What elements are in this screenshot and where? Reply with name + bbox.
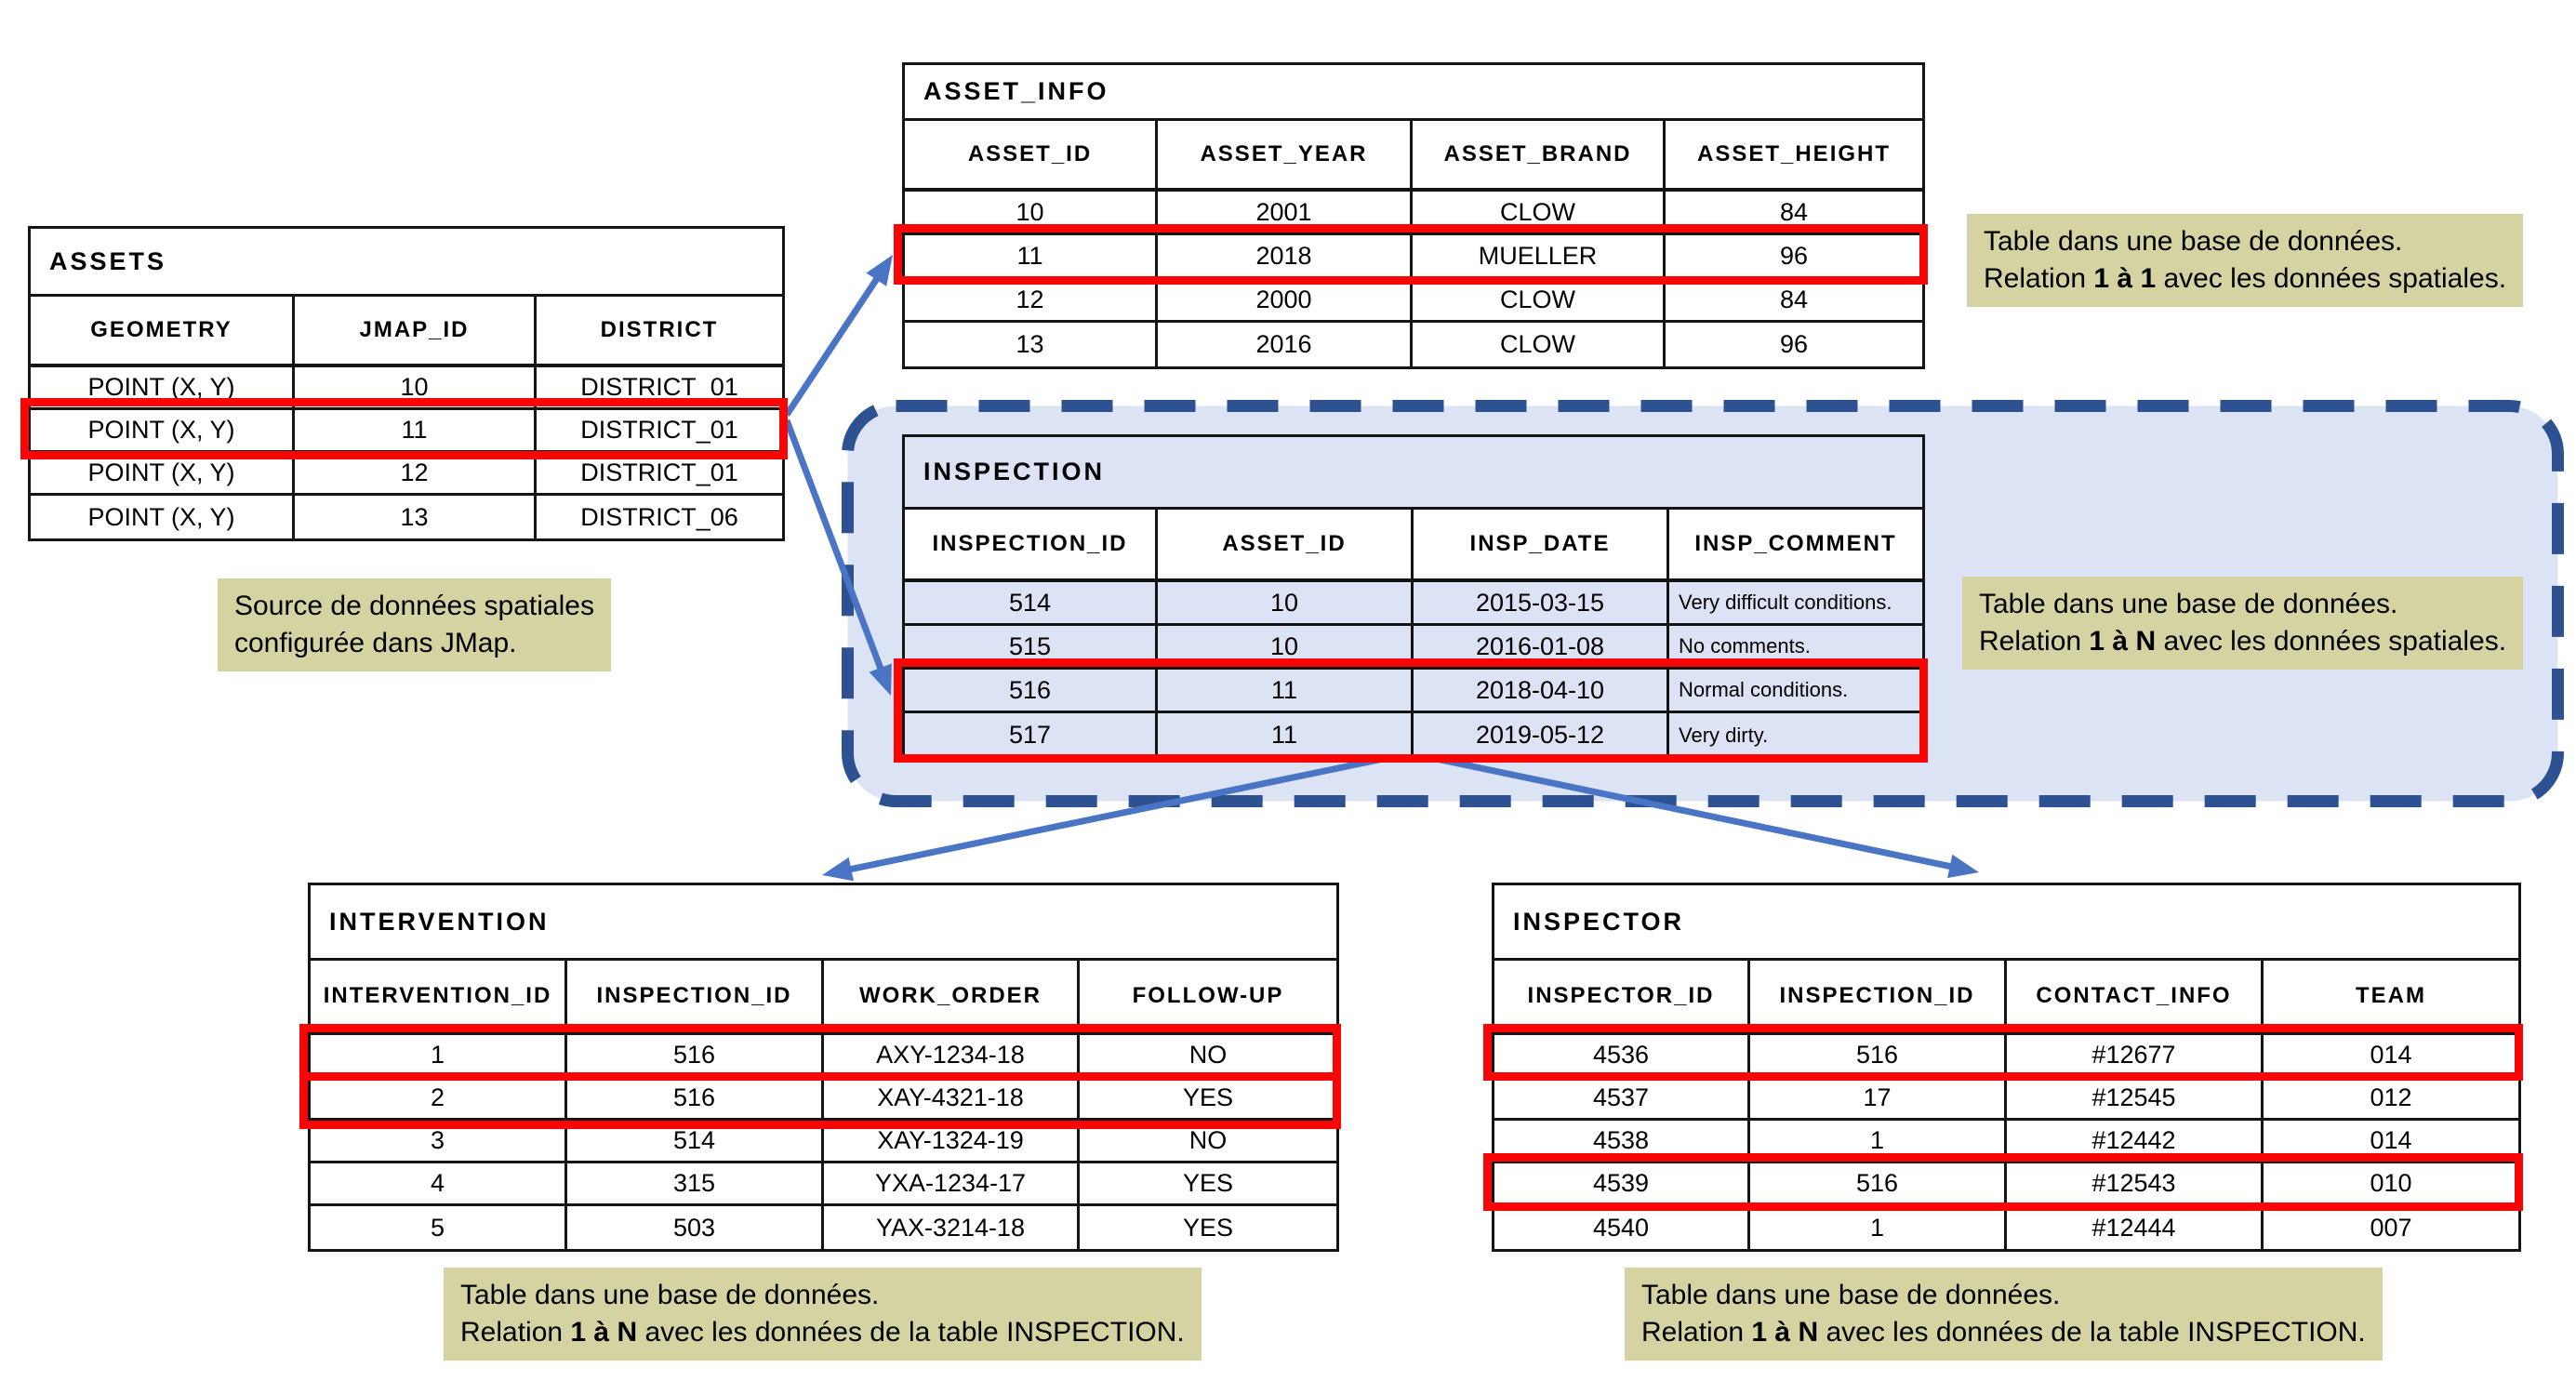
column-header: JMAP_ID	[295, 297, 537, 364]
table-cell: 11	[905, 235, 1158, 276]
table-row	[311, 1206, 1336, 1249]
table-cell: CLOW	[1413, 279, 1666, 320]
column-header: DISTRICT	[600, 317, 719, 342]
table-cell: 515	[905, 626, 1158, 667]
table-row	[1494, 1206, 2518, 1249]
note-relation-1-n-inspector	[1625, 1268, 2383, 1361]
table-cell: 4	[311, 1163, 567, 1203]
column-header: ASSET_YEAR	[1158, 121, 1413, 188]
table-row	[311, 1163, 1336, 1206]
column-header: WORK_ORDER	[824, 961, 1080, 1031]
table-cell: 10	[1158, 582, 1414, 623]
table-inspector	[1492, 883, 2521, 1252]
table-cell: 2000	[1158, 279, 1413, 320]
column-header: CONTACT_INFO	[2007, 961, 2264, 1031]
table-cell: 514	[905, 582, 1158, 623]
table-title: INTERVENTION	[311, 885, 1336, 961]
column-header: INSPECTION_ID	[1750, 961, 2007, 1031]
table-cell: 2018	[1158, 235, 1413, 276]
column-header: INTERVENTION_ID	[311, 961, 567, 1031]
table-cell: 2016	[1158, 323, 1413, 366]
table-inspection	[902, 434, 1925, 760]
table-cell: POINT (X, Y)	[31, 453, 295, 493]
column-header: INSP_COMMENT	[1694, 531, 1897, 556]
table-cell: MUELLER	[1413, 235, 1666, 276]
table-cell: 13	[295, 496, 537, 538]
table-cell: Normal conditions.	[1679, 678, 1849, 701]
table-cell: POINT (X, Y)	[31, 410, 295, 450]
table-cell: 2018-04-10	[1414, 670, 1669, 711]
table-cell: 516	[567, 1078, 824, 1118]
table-row	[905, 235, 1922, 279]
table-cell: 315	[567, 1163, 824, 1203]
table-row	[905, 323, 1922, 366]
table-cell: 12	[295, 453, 537, 493]
table-row	[31, 453, 782, 496]
table-row	[905, 713, 1922, 757]
table-cell: Very difficult conditions.	[1679, 591, 1892, 614]
table-row	[1494, 1163, 2518, 1206]
table-cell: 2016-01-08	[1414, 626, 1669, 667]
column-header: INSPECTOR_ID	[1494, 961, 1750, 1031]
table-title: INSPECTOR	[1494, 885, 2518, 961]
table-cell: 1	[311, 1035, 567, 1075]
table-cell: AXY-1234-18	[824, 1035, 1080, 1075]
table-cell: 2	[311, 1078, 567, 1118]
table-cell: DISTRICT_01	[580, 416, 738, 444]
table-cell: 17	[1750, 1078, 2007, 1118]
table-cell: 10	[1158, 626, 1414, 667]
table-cell: 1	[1750, 1121, 2007, 1161]
table-row	[311, 1035, 1336, 1078]
column-header: INSPECTION_ID	[567, 961, 824, 1031]
column-header: ASSET_HEIGHT	[1696, 141, 1892, 166]
table-cell: YXA-1234-17	[824, 1163, 1080, 1203]
table-cell: CLOW	[1413, 323, 1666, 366]
table-row	[31, 367, 782, 410]
table-cell: 517	[905, 713, 1158, 757]
table-row	[905, 582, 1922, 626]
table-cell: 012	[2370, 1083, 2412, 1111]
table-cell: 514	[567, 1121, 824, 1161]
note-line: Table dans une base de données.	[1979, 589, 2398, 619]
header-row	[1494, 961, 2518, 1035]
table-cell: 84	[1779, 197, 1809, 226]
table-cell: 96	[1779, 330, 1809, 358]
table-cell: 96	[1779, 241, 1809, 270]
table-cell: YES	[1182, 1213, 1234, 1242]
table-cell: 2019-05-12	[1414, 713, 1669, 757]
note-line: configurée dans JMap.	[234, 628, 517, 658]
table-row	[31, 410, 782, 453]
column-header: TEAM	[2356, 983, 2426, 1008]
table-cell: POINT (X, Y)	[31, 496, 295, 538]
note-relation-1-n-intervention	[444, 1268, 1202, 1361]
note-line: Relation 1 à N avec les données de la table INSPECTION.	[460, 1317, 1185, 1348]
table-cell: 516	[567, 1035, 824, 1075]
table-cell: YES	[1182, 1169, 1234, 1197]
note-line: Relation 1 à 1 avec les données spatiales.	[1984, 263, 2507, 294]
table-row	[1494, 1078, 2518, 1121]
table-cell: NO	[1188, 1041, 1228, 1069]
table-cell: 007	[2370, 1213, 2412, 1242]
table-cell: 4538	[1494, 1121, 1750, 1161]
table-cell: 12	[905, 279, 1158, 320]
header-row	[31, 297, 782, 367]
table-cell: 014	[2370, 1126, 2412, 1154]
note-line: Table dans une base de données.	[1641, 1280, 2061, 1310]
note-line: Source de données spatiales	[234, 591, 594, 621]
table-cell: #12677	[2007, 1035, 2264, 1075]
header-row	[311, 961, 1336, 1035]
table-cell: #12543	[2007, 1163, 2264, 1203]
column-header: ASSET_BRAND	[1413, 121, 1666, 188]
table-cell: DISTRICT_06	[580, 502, 738, 531]
table-cell: XAY-1324-19	[824, 1121, 1080, 1161]
note-line: Table dans une base de données.	[1984, 226, 2403, 257]
table-cell: 014	[2370, 1041, 2412, 1069]
table-row	[905, 670, 1922, 713]
column-header: FOLLOW-UP	[1132, 983, 1284, 1008]
table-cell: 516	[905, 670, 1158, 711]
arrow-assets-to-asset-info	[787, 255, 893, 415]
note-line: Relation 1 à N avec les données spatiales.	[1979, 626, 2507, 657]
table-title: ASSETS	[31, 229, 782, 297]
table-cell: 3	[311, 1121, 567, 1161]
table-row	[1494, 1035, 2518, 1078]
note-line: Relation 1 à N avec les données de la table INSPECTION.	[1641, 1317, 2366, 1348]
table-cell: 10	[295, 367, 537, 407]
table-title: INSPECTION	[905, 437, 1922, 510]
table-cell: 4536	[1494, 1035, 1750, 1075]
table-cell: 11	[295, 410, 537, 450]
table-intervention	[308, 883, 1339, 1252]
table-cell: 11	[1158, 670, 1414, 711]
table-cell: 4540	[1494, 1206, 1750, 1249]
table-cell: 010	[2370, 1169, 2412, 1197]
note-relation-1-1	[1967, 214, 2523, 307]
table-cell: 13	[905, 323, 1158, 366]
note-spatial-source	[218, 578, 611, 671]
table-cell: No comments.	[1679, 634, 1811, 658]
table-cell: POINT (X, Y)	[31, 367, 295, 407]
note-line: Table dans une base de données.	[460, 1280, 880, 1310]
table-cell: 11	[1158, 713, 1414, 757]
table-cell: 2001	[1158, 192, 1413, 232]
table-cell: 516	[1750, 1163, 2007, 1203]
table-cell: Very dirty.	[1679, 723, 1769, 747]
table-cell: 84	[1779, 285, 1809, 313]
table-row	[905, 279, 1922, 323]
table-cell: 4539	[1494, 1163, 1750, 1203]
column-header: GEOMETRY	[31, 297, 295, 364]
table-cell: DISTRICT_01	[580, 458, 738, 486]
table-cell: #12545	[2007, 1078, 2264, 1118]
table-asset-info	[902, 62, 1925, 369]
table-row	[311, 1121, 1336, 1163]
header-row	[905, 510, 1922, 582]
table-row	[311, 1078, 1336, 1121]
header-row	[905, 121, 1922, 192]
table-cell: 4537	[1494, 1078, 1750, 1118]
table-cell: XAY-4321-18	[824, 1078, 1080, 1118]
table-row	[31, 496, 782, 538]
table-cell: DISTRICT_01	[580, 373, 738, 401]
table-cell: NO	[1188, 1126, 1228, 1154]
table-cell: YES	[1182, 1083, 1234, 1111]
table-cell: 10	[905, 192, 1158, 232]
note-relation-1-n-spatial	[1962, 577, 2523, 670]
table-cell: #12442	[2007, 1121, 2264, 1161]
table-cell: YAX-3214-18	[824, 1206, 1080, 1249]
table-cell: 503	[567, 1206, 824, 1249]
column-header: INSP_DATE	[1414, 510, 1669, 578]
table-row	[905, 626, 1922, 670]
table-cell: #12444	[2007, 1206, 2264, 1249]
table-cell: 1	[1750, 1206, 2007, 1249]
column-header: INSPECTION_ID	[905, 510, 1158, 578]
table-title: ASSET_INFO	[905, 65, 1922, 121]
table-cell: 2015-03-15	[1414, 582, 1669, 623]
table-cell: 5	[311, 1206, 567, 1249]
table-assets	[28, 226, 785, 541]
column-header: ASSET_ID	[905, 121, 1158, 188]
table-row	[1494, 1121, 2518, 1163]
table-cell: CLOW	[1413, 192, 1666, 232]
table-cell: 516	[1750, 1035, 2007, 1075]
column-header: ASSET_ID	[1158, 510, 1414, 578]
table-row	[905, 192, 1922, 235]
